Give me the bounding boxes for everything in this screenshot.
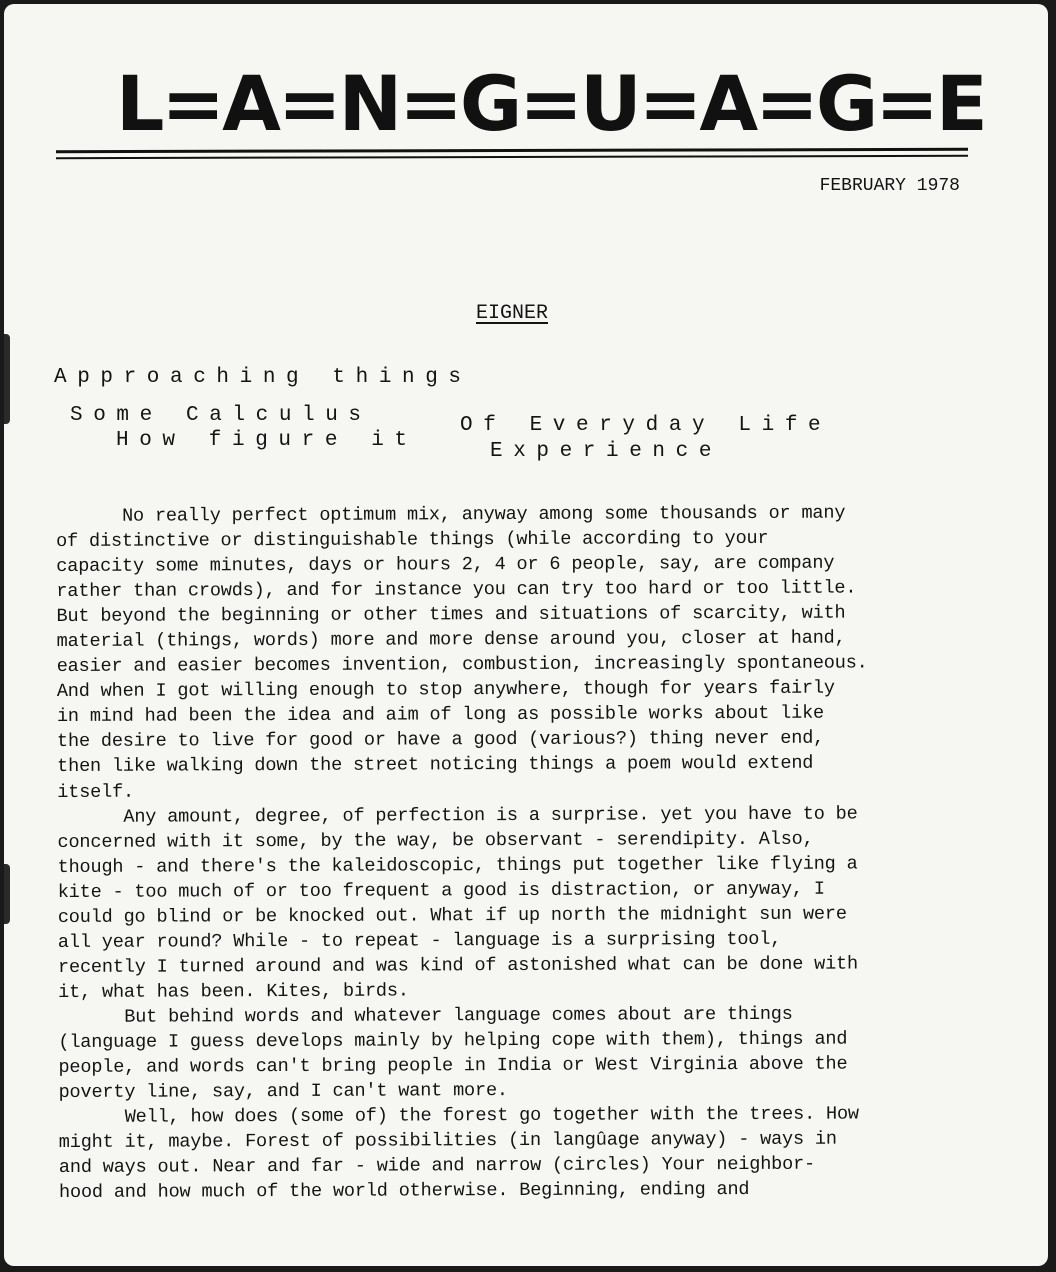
title-line: Of Everyday Life xyxy=(460,414,832,437)
title-line: How figure it xyxy=(116,429,418,452)
masthead-rule xyxy=(56,155,968,159)
title-line: Some Calculus xyxy=(70,404,372,427)
paragraph: Well, how does (some of) the forest go together with the trees. How might it, maybe. Forest of possibilities (in langûage anyway) - ways in and ways out. Near and far - wide and narrow (circles) Your neighbor- hood and how much of the world otherwise. Beginning, ending and xyxy=(58,1103,859,1204)
binding-mark xyxy=(4,864,10,924)
title-line: Approaching things xyxy=(54,366,472,389)
masthead: L=A=N=G=U=A=G=E xyxy=(116,59,985,148)
binding-mark xyxy=(4,334,10,424)
newsletter-page xyxy=(4,4,1048,1266)
paragraph: No really perfect optimum mix, anyway among some thousands or many of distinctive or distinguishable things (while according to your capacity some minutes, days or hours 2, 4 or 6 people, say, are company rather than crowds), and for instance you can try too hard or too little. But beyond the beginning or other times and situations of scarcity, with material (things, words) more and more dense around you, closer at hand, easier and easier becomes invention, combustion, increasingly spontaneous. And when I got willing enough to stop anywhere, though for years fairly in mind had been the idea and aim of long as possible works about like the desire to live for good or have a good (various?) thing never end, then like walking down the street noticing things a poem would extend itself. xyxy=(56,502,868,803)
paragraph: Any amount, degree, of perfection is a surprise. yet you have to be concerned with it some, by the way, be observant - serendipity. Also, though - and there's the kaleidoscopic, things put together like flying a kite - too much of or too frequent a good is distraction, or anyway, I could go blind or be knocked out. What if up north the midnight sun were all year round? While - to repeat - language is a surprising tool, recently I turned around and was kind of astonished what can be done with it, what has been. Kites, birds. xyxy=(57,803,859,1003)
paragraph: But behind words and whatever language comes about are things (language I guess develops mainly by helping cope with them), things and people, and words can't bring people in India or West Virginia above the poverty line, say, and I can't want more. xyxy=(58,1003,848,1104)
masthead-rule xyxy=(56,148,968,153)
issue-date: FEBRUARY 1978 xyxy=(819,176,960,196)
title-line: Experience xyxy=(490,440,723,463)
article-body xyxy=(56,500,999,1205)
section-title: EIGNER xyxy=(476,302,549,325)
